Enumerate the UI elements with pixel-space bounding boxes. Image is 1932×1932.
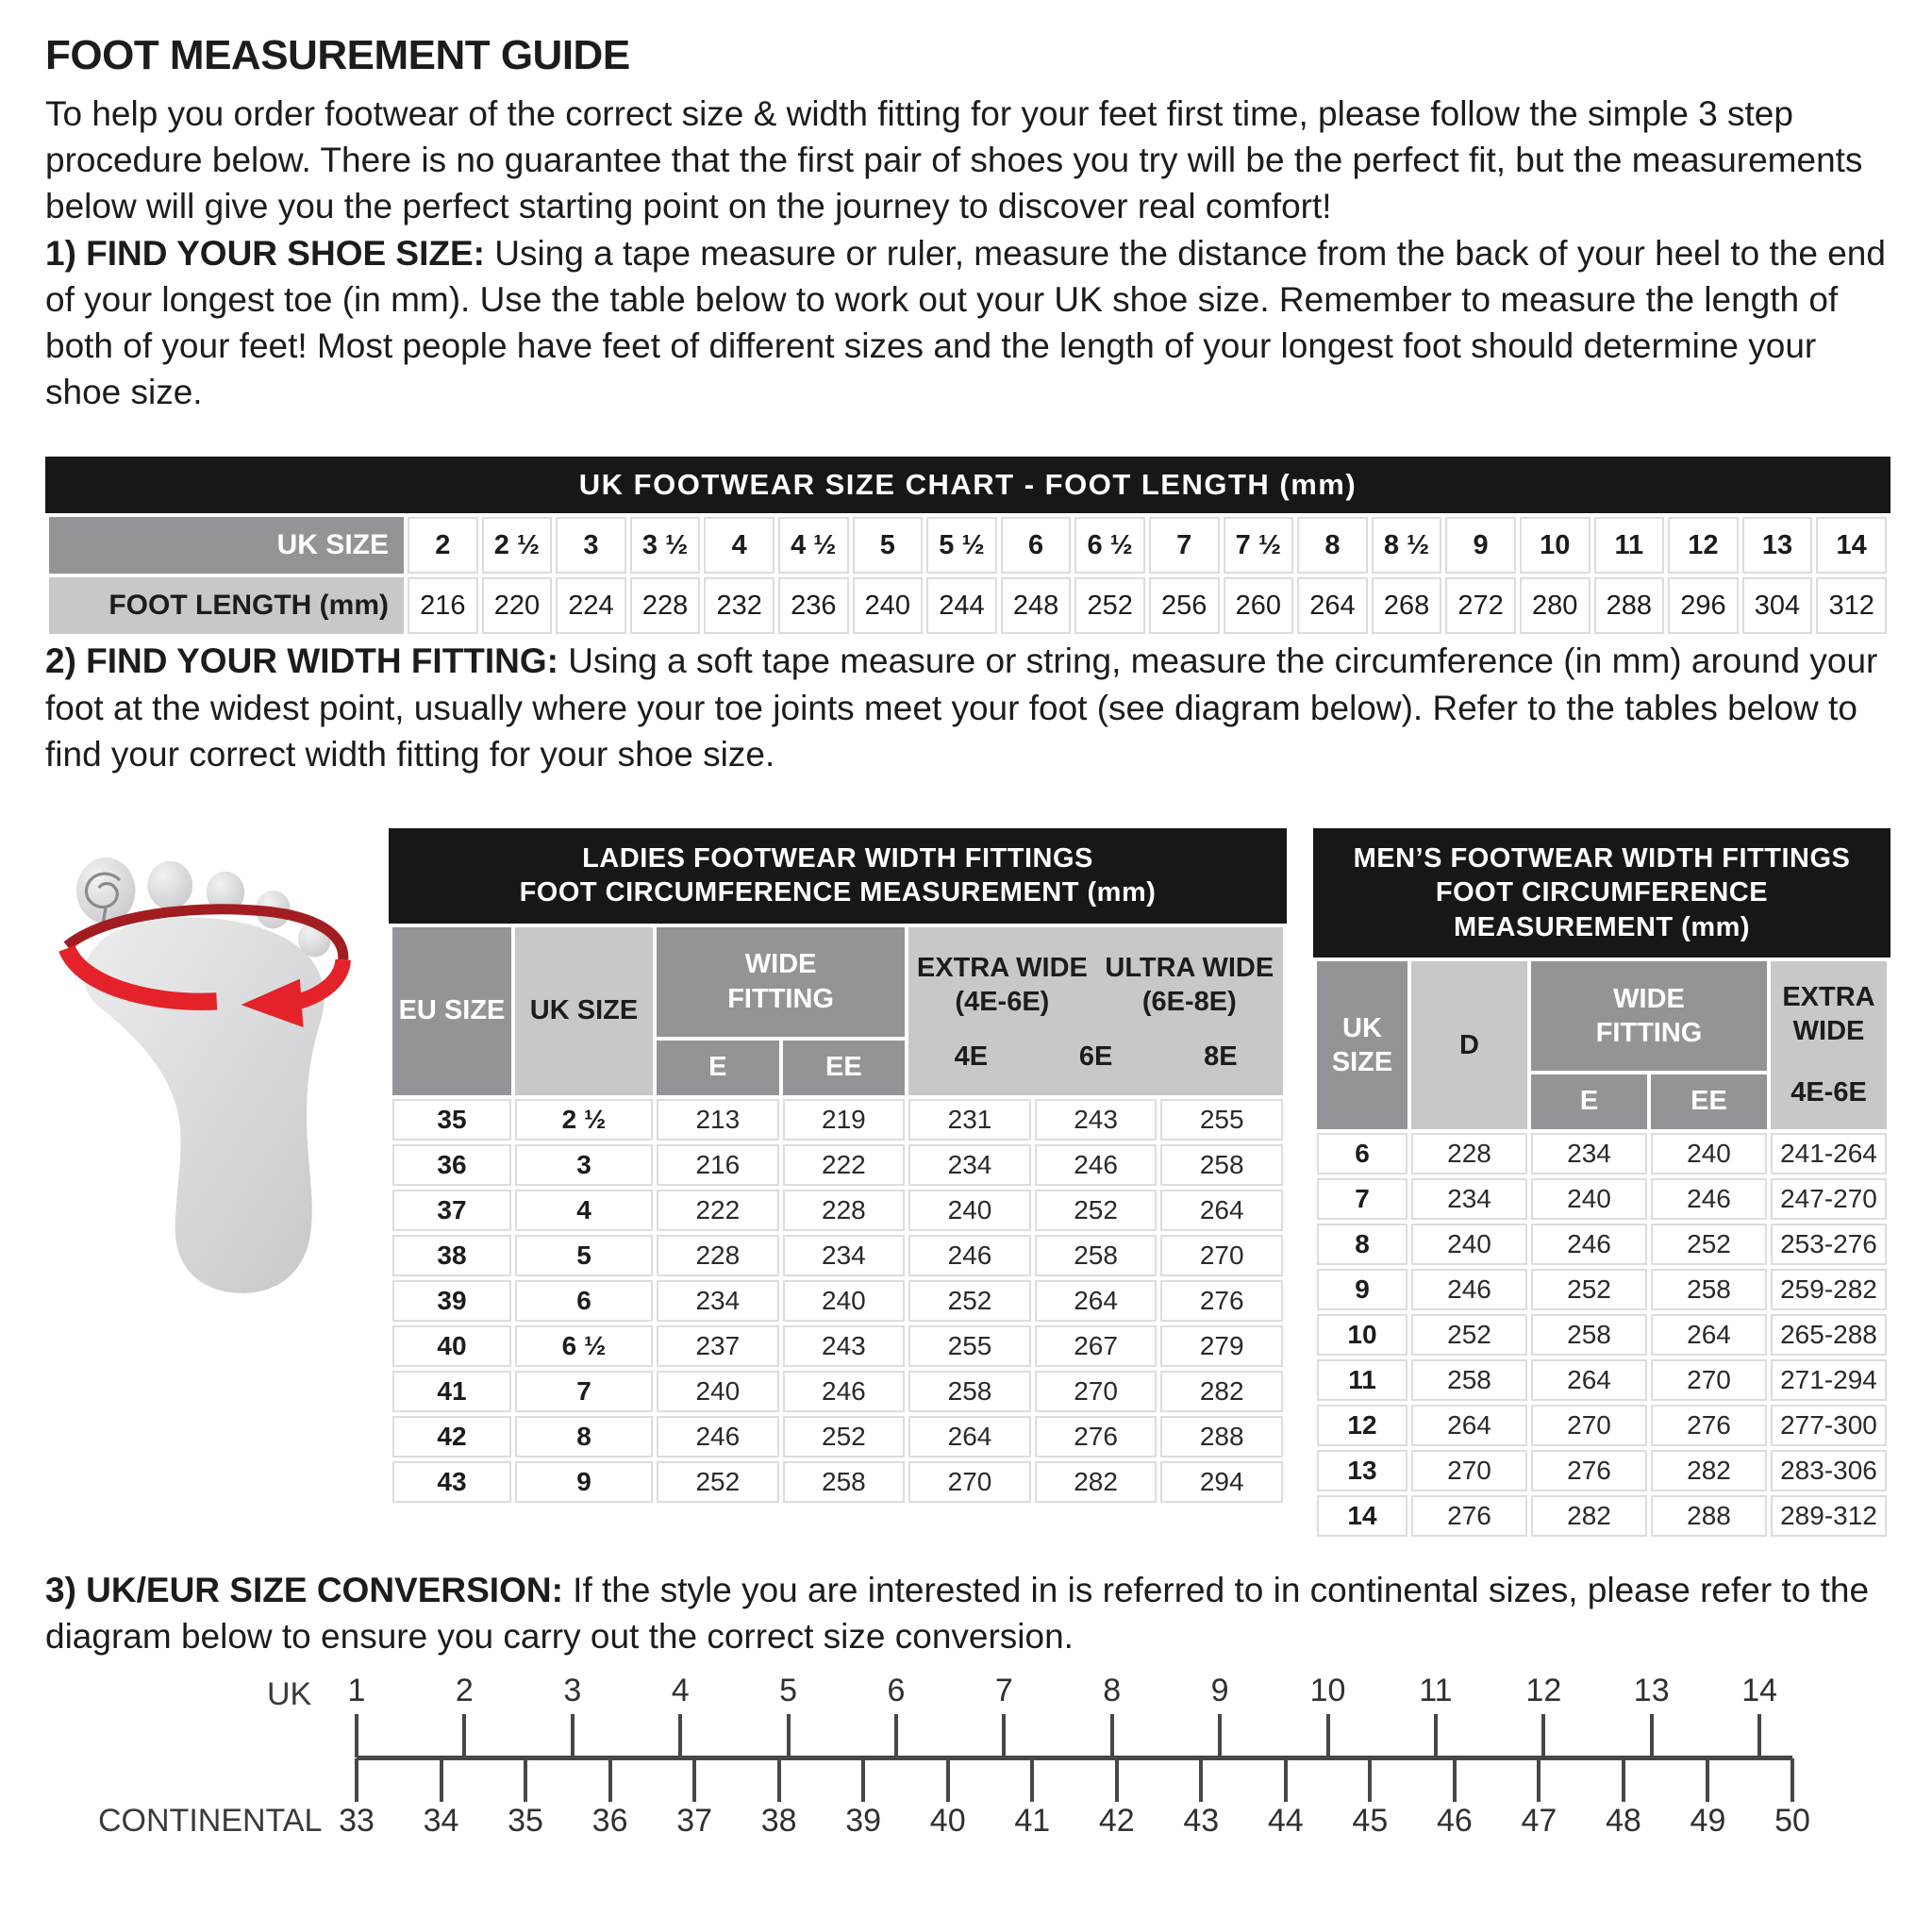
eu-size-cell: 38 [392,1235,511,1276]
table-row [392,1280,1283,1322]
circumference-cell: 264 [908,1416,1031,1457]
uk-tick-label: 8 [1103,1673,1122,1709]
foot-length-cell: 236 [778,577,849,634]
uk-size-row [49,517,1887,574]
mens-wide-fitting-header: WIDE FITTING [1531,961,1767,1071]
ladies-eu-size-header: EU SIZE [392,927,511,1095]
uk-size-cell: 2 [408,517,478,574]
circumference-cell: 288 [1651,1495,1767,1537]
foot-length-cell: 228 [630,577,701,634]
uk-size-cell: 12 [1668,517,1739,574]
col-4e-header: 4E [954,1041,989,1073]
continental-tick-label: 41 [1014,1803,1051,1840]
foot-length-cell: 280 [1520,577,1591,634]
circumference-cell: 264 [1160,1190,1283,1231]
uk-size-cell: 9 [1317,1269,1407,1310]
continental-tick-label: 49 [1690,1803,1726,1840]
mens-4e-6e-label: 4E-6E [1790,1076,1867,1108]
circumference-cell: 246 [657,1416,779,1457]
continental-tick [440,1758,443,1802]
table-row [1317,1359,1887,1401]
circumference-cell: 246 [783,1371,906,1412]
circumference-cell: 216 [657,1144,779,1186]
ladies-extra-ultra-header [908,927,1283,1095]
uk-tick-label: 11 [1419,1673,1453,1709]
uk-size-cell: 7 [1317,1178,1407,1220]
table-row [1317,1314,1887,1356]
circumference-cell: 234 [1411,1178,1527,1220]
circumference-cell: 237 [657,1325,779,1367]
circumference-cell: 252 [1651,1224,1767,1265]
uk-size-cell: 10 [1317,1314,1407,1356]
foot-circumference-diagram [45,828,383,1458]
circumference-cell: 276 [1651,1405,1767,1446]
circumference-cell: 282 [1035,1461,1158,1503]
circumference-cell: 271-294 [1771,1359,1887,1401]
uk-tick [1002,1714,1006,1757]
uk-size-chart [45,457,1890,638]
circumference-cell: 219 [783,1099,906,1141]
continental-tick [1453,1758,1457,1802]
circumference-cell: 270 [1035,1371,1158,1412]
uk-size-cell: 5 [515,1235,653,1276]
uk-tick-label: 9 [1210,1673,1229,1709]
uk-size-cell: 14 [1816,517,1887,574]
continental-tick-label: 47 [1521,1803,1557,1840]
continental-tick [1706,1758,1709,1802]
foot-length-cell: 244 [926,577,997,634]
mens-extra-wide-header [1771,961,1887,1129]
continental-tick-label: 40 [929,1803,966,1840]
uk-tick [894,1714,898,1757]
foot-length-cell: 240 [853,577,924,634]
continental-tick [1284,1758,1288,1802]
step3-heading: 3) UK/EUR SIZE CONVERSION: [45,1570,563,1609]
uk-size-cell: 12 [1317,1405,1407,1446]
uk-tick-label: 2 [455,1673,474,1709]
circumference-cell: 265-288 [1771,1314,1887,1356]
uk-size-cell: 11 [1317,1359,1407,1401]
continental-tick [1030,1758,1034,1802]
page-title: FOOT MEASUREMENT GUIDE [45,32,630,78]
uk-tick [678,1714,682,1757]
continental-tick-label: 50 [1774,1803,1810,1840]
uk-tick [787,1714,791,1757]
circumference-cell: 240 [1531,1178,1647,1220]
circumference-cell: 252 [1035,1190,1158,1231]
mens-table-title [1313,828,1890,958]
uk-size-cell: 8 [1317,1224,1407,1265]
foot-length-cell: 224 [556,577,626,634]
table-row [392,1461,1283,1503]
ladies-uk-size-header: UK SIZE [515,927,653,1095]
ladies-title-line1: LADIES FOOTWEAR WIDTH FITTINGS [582,843,1093,874]
uk-tick-label: 6 [887,1673,906,1709]
circumference-cell: 270 [1411,1450,1527,1491]
uk-size-row-label: UK SIZE [49,517,404,574]
eu-size-cell: 35 [392,1099,511,1141]
eu-size-cell: 36 [392,1144,511,1186]
circumference-cell: 228 [783,1190,906,1231]
table-row [392,1371,1283,1412]
circumference-cell: 282 [1651,1450,1767,1491]
circumference-cell: 288 [1160,1416,1283,1457]
col-8e-header: 8E [1204,1041,1238,1073]
ultra-wide-header: ULTRA WIDE (6E-8E) [1105,952,1274,1018]
continental-tick [1199,1758,1203,1802]
foot-length-cell: 312 [1816,577,1887,634]
circumference-cell: 240 [1411,1224,1527,1265]
table-row [392,1144,1283,1186]
foot-length-cell: 260 [1224,577,1294,634]
circumference-cell: 258 [783,1461,906,1503]
circumference-cell: 234 [1531,1133,1647,1174]
step3-text: If the style you are interested in is referred to in continental sizes, please refer to the diagram below to ensure you carry out the correct size conversion. [45,1570,1870,1656]
mens-title-line3: MEASUREMENT (mm) [1453,911,1751,942]
table-row [392,1325,1283,1367]
circumference-cell: 243 [783,1325,906,1367]
uk-size-cell: 10 [1520,517,1591,574]
circumference-cell: 270 [908,1461,1031,1503]
uk-size-cell: 9 [515,1461,653,1503]
continental-tick-label: 48 [1606,1803,1641,1840]
continental-tick-label: 37 [676,1803,713,1840]
step2-heading: 2) FIND YOUR WIDTH FITTING: [45,641,558,681]
table-row [392,1190,1283,1231]
foot-length-cell: 288 [1594,577,1665,634]
continental-tick-label: 44 [1267,1803,1304,1840]
uk-size-cell: 7 [515,1371,653,1412]
circumference-cell: 294 [1160,1461,1283,1503]
eu-size-cell: 41 [392,1371,511,1412]
circumference-cell: 264 [1531,1359,1647,1401]
circumference-cell: 231 [908,1099,1031,1141]
width-fittings-section [45,828,1890,1541]
circumference-cell: 252 [1531,1269,1647,1310]
foot-sole [84,918,325,1293]
uk-size-cell: 3 [515,1144,653,1186]
continental-tick [861,1758,865,1802]
circumference-cell: 240 [657,1371,779,1412]
circumference-cell: 276 [1160,1280,1283,1322]
circumference-cell: 240 [1651,1133,1767,1174]
uk-tick-label: 5 [779,1673,798,1709]
continental-tick [355,1758,358,1802]
col-e-header: E [657,1041,779,1095]
uk-size-cell: 6 ½ [1074,517,1145,574]
uk-size-cell: 4 [515,1190,653,1231]
uk-tick [571,1714,575,1757]
circumference-cell: 213 [657,1099,779,1141]
circumference-cell: 259-282 [1771,1269,1887,1310]
continental-tick-label: 34 [423,1803,459,1840]
intro-paragraph: To help you order footwear of the correct size & width fitting for your feet first time, please follow the simple 3 step procedure below. There is no guarantee that the first pair of shoes you try will be the perfect fit, but the measurements below will give you the perfect starting point on the journey to discover real comfort! [45,94,1863,226]
mens-title-line1: MEN’S FOOTWEAR WIDTH FITTINGS [1353,843,1851,874]
continental-tick-label: 36 [591,1803,628,1840]
mens-d-header: D [1411,961,1527,1129]
foot-length-cell: 304 [1742,577,1813,634]
uk-size-cell: 3 [556,517,626,574]
ladies-table [389,924,1287,1507]
uk-size-cell: 6 [515,1280,653,1322]
circumference-cell: 246 [1651,1178,1767,1220]
foot-diagram-column [45,828,383,1463]
circumference-cell: 277-300 [1771,1405,1887,1446]
circumference-cell: 240 [908,1190,1031,1231]
mens-width-table [1313,828,1890,1541]
circumference-cell: 267 [1035,1325,1158,1367]
circumference-cell: 282 [1160,1371,1283,1412]
uk-size-cell: 3 ½ [630,517,701,574]
continental-tick [1622,1758,1625,1802]
uk-size-cell: 7 [1149,517,1220,574]
uk-tick-label: 7 [994,1673,1013,1709]
foot-length-cell: 272 [1445,577,1516,634]
circumference-cell: 246 [1035,1144,1158,1186]
circumference-cell: 246 [1411,1269,1527,1310]
continental-tick [1115,1758,1119,1802]
circumference-cell: 241-264 [1771,1133,1887,1174]
circumference-cell: 228 [1411,1133,1527,1174]
ladies-table-title [389,828,1287,924]
continental-tick-label: 42 [1098,1803,1135,1840]
uk-size-cell: 2 ½ [515,1099,653,1141]
uk-size-cell: 4 ½ [778,517,849,574]
extra-wide-header: EXTRA WIDE (4E-6E) [916,952,1088,1018]
mens-table [1313,958,1890,1541]
continental-tick [1368,1758,1372,1802]
table-row [392,1235,1283,1276]
uk-size-cell: 6 [1001,517,1072,574]
table-row [392,1099,1283,1141]
circumference-cell: 228 [657,1235,779,1276]
uk-tick-label: 14 [1741,1673,1778,1709]
circumference-cell: 258 [908,1371,1031,1412]
mens-title-line2: FOOT CIRCUMFERENCE [1435,877,1769,908]
uk-size-cell: 8 ½ [1372,517,1442,574]
uk-axis-label: UK [267,1676,312,1713]
eu-size-cell: 37 [392,1190,511,1231]
circumference-cell: 255 [908,1325,1031,1367]
circumference-cell: 247-270 [1771,1178,1887,1220]
circumference-cell: 276 [1411,1495,1527,1537]
eu-size-cell: 39 [392,1280,511,1322]
continental-tick [777,1758,781,1802]
uk-tick [462,1714,466,1757]
table-row [1317,1450,1887,1491]
circumference-cell: 234 [657,1280,779,1322]
foot-length-cell: 216 [408,577,478,634]
eu-size-cell: 40 [392,1325,511,1367]
mens-extra-wide-label: EXTRA WIDE [1782,982,1875,1047]
continental-tick-label: 38 [760,1803,797,1840]
continental-tick-label: 35 [508,1803,543,1840]
toe [147,861,192,909]
foot-length-cell: 264 [1297,577,1368,634]
foot-length-cell: 268 [1372,577,1442,634]
continental-tick-label: 33 [339,1803,375,1840]
uk-size-cell: 13 [1742,517,1813,574]
uk-tick [1650,1714,1654,1757]
circumference-cell: 258 [1531,1314,1647,1356]
circumference-cell: 252 [1411,1314,1527,1356]
uk-size-cell: 6 [1317,1133,1407,1174]
mens-col-ee-header: EE [1651,1074,1767,1129]
table-row [1317,1495,1887,1537]
uk-tick-label: 13 [1633,1673,1670,1709]
ladies-header-row1 [392,927,1283,1037]
size-conversion-ruler [98,1673,1810,1842]
uk-size-cell: 4 [704,517,774,574]
table-row [1317,1405,1887,1446]
table-row [1317,1178,1887,1220]
circumference-cell: 234 [783,1235,906,1276]
continental-tick [946,1758,950,1802]
circumference-cell: 279 [1160,1325,1283,1367]
step1-text: Using a tape measure or ruler, measure the distance from the back of your heel to the end of your longest toe (in mm). Use the table below to work out your UK shoe size. Remember to measure the length of both of your feet! Most people have feet of different sizes and the length of your longest foot should determine your shoe size. [45,233,1886,412]
circumference-cell: 264 [1651,1314,1767,1356]
circumference-cell: 253-276 [1771,1224,1887,1265]
ladies-title-line2: FOOT CIRCUMFERENCE MEASUREMENT (mm) [519,877,1157,908]
uk-tick [1326,1714,1330,1757]
uk-tick [1110,1714,1114,1757]
ladies-wide-fitting-header: WIDE FITTING [657,927,905,1037]
mens-uk-size-header: UK SIZE [1317,961,1407,1129]
circumference-cell: 246 [908,1235,1031,1276]
uk-size-chart-title: UK FOOTWEAR SIZE CHART - FOOT LENGTH (mm) [45,457,1890,513]
uk-tick [1218,1714,1222,1757]
col-ee-header: EE [783,1041,906,1095]
uk-tick [1541,1714,1545,1757]
step3-paragraph [45,1567,1890,1659]
circumference-cell: 246 [1531,1224,1647,1265]
circumference-cell: 255 [1160,1099,1283,1141]
step1-heading: 1) FIND YOUR SHOE SIZE: [45,233,485,273]
uk-size-cell: 7 ½ [1224,517,1294,574]
circumference-cell: 252 [783,1416,906,1457]
circumference-cell: 264 [1035,1280,1158,1322]
circumference-cell: 270 [1160,1235,1283,1276]
foot-length-cell: 220 [482,577,553,634]
uk-tick-label: 3 [563,1673,582,1709]
circumference-cell: 258 [1160,1144,1283,1186]
circumference-cell: 282 [1531,1495,1647,1537]
continental-tick-label: 45 [1352,1803,1389,1840]
circumference-cell: 252 [657,1461,779,1503]
continental-tick [1537,1758,1541,1802]
circumference-cell: 258 [1651,1269,1767,1310]
circumference-cell: 264 [1411,1405,1527,1446]
step2-text: Using a soft tape measure or string, measure the circumference (in mm) around your foot at the widest point, usually where your toe joints meet your foot (see diagram below). Refer to the tables below to find your correct width fitting for your shoe size. [45,641,1878,774]
circumference-cell: 276 [1531,1450,1647,1491]
table-row [1317,1269,1887,1310]
continental-tick-label: 39 [845,1803,882,1840]
mens-header-row1 [1317,961,1887,1071]
uk-size-cell: 2 ½ [482,517,553,574]
circumference-cell: 276 [1035,1416,1158,1457]
uk-size-cell: 5 [853,517,924,574]
uk-tick-label: 4 [671,1673,690,1709]
mens-col-e-header: E [1531,1074,1647,1129]
circumference-cell: 222 [657,1190,779,1231]
table-row [392,1416,1283,1457]
eu-size-cell: 42 [392,1416,511,1457]
circumference-cell: 258 [1411,1359,1527,1401]
circumference-cell: 289-312 [1771,1495,1887,1537]
foot-length-cell: 232 [704,577,774,634]
uk-tick [1757,1714,1761,1757]
circumference-cell: 283-306 [1771,1450,1887,1491]
continental-tick [524,1758,527,1802]
uk-tick-label: 12 [1525,1673,1562,1709]
table-row [1317,1133,1887,1174]
uk-size-cell: 13 [1317,1450,1407,1491]
circumference-cell: 222 [783,1144,906,1186]
step1-paragraph [45,230,1890,416]
circumference-cell: 252 [908,1280,1031,1322]
continental-tick [1790,1758,1794,1802]
table-row [1317,1224,1887,1265]
uk-size-chart-table [45,513,1890,638]
circumference-cell: 270 [1651,1359,1767,1401]
circumference-cell: 234 [908,1144,1031,1186]
foot-length-cell: 248 [1001,577,1072,634]
foot-length-row-label: FOOT LENGTH (mm) [49,577,404,634]
continental-tick-label: 46 [1436,1803,1473,1840]
continental-axis-label: CONTINENTAL [98,1803,323,1840]
uk-tick-label: 1 [347,1673,366,1709]
circumference-cell: 270 [1531,1405,1647,1446]
step2-paragraph [45,638,1890,777]
uk-size-cell: 9 [1445,517,1516,574]
foot-length-row [49,577,1887,634]
foot-length-cell: 256 [1149,577,1220,634]
uk-size-cell: 14 [1317,1495,1407,1537]
uk-size-cell: 11 [1594,517,1665,574]
foot-length-cell: 252 [1074,577,1145,634]
uk-size-cell: 6 ½ [515,1325,653,1367]
circumference-cell: 240 [783,1280,906,1322]
circumference-cell: 243 [1035,1099,1158,1141]
eu-size-cell: 43 [392,1461,511,1503]
uk-tick [355,1714,358,1757]
uk-tick-label: 10 [1309,1673,1346,1709]
foot-length-cell: 296 [1668,577,1739,634]
uk-size-cell: 5 ½ [926,517,997,574]
continental-tick [608,1758,612,1802]
continental-tick [692,1758,696,1802]
continental-tick-label: 43 [1183,1803,1220,1840]
uk-size-cell: 8 [515,1416,653,1457]
uk-tick [1434,1714,1438,1757]
circumference-cell: 258 [1035,1235,1158,1276]
uk-size-cell: 8 [1297,517,1368,574]
ladies-width-table [389,828,1287,1507]
col-6e-header: 6E [1078,1041,1113,1073]
